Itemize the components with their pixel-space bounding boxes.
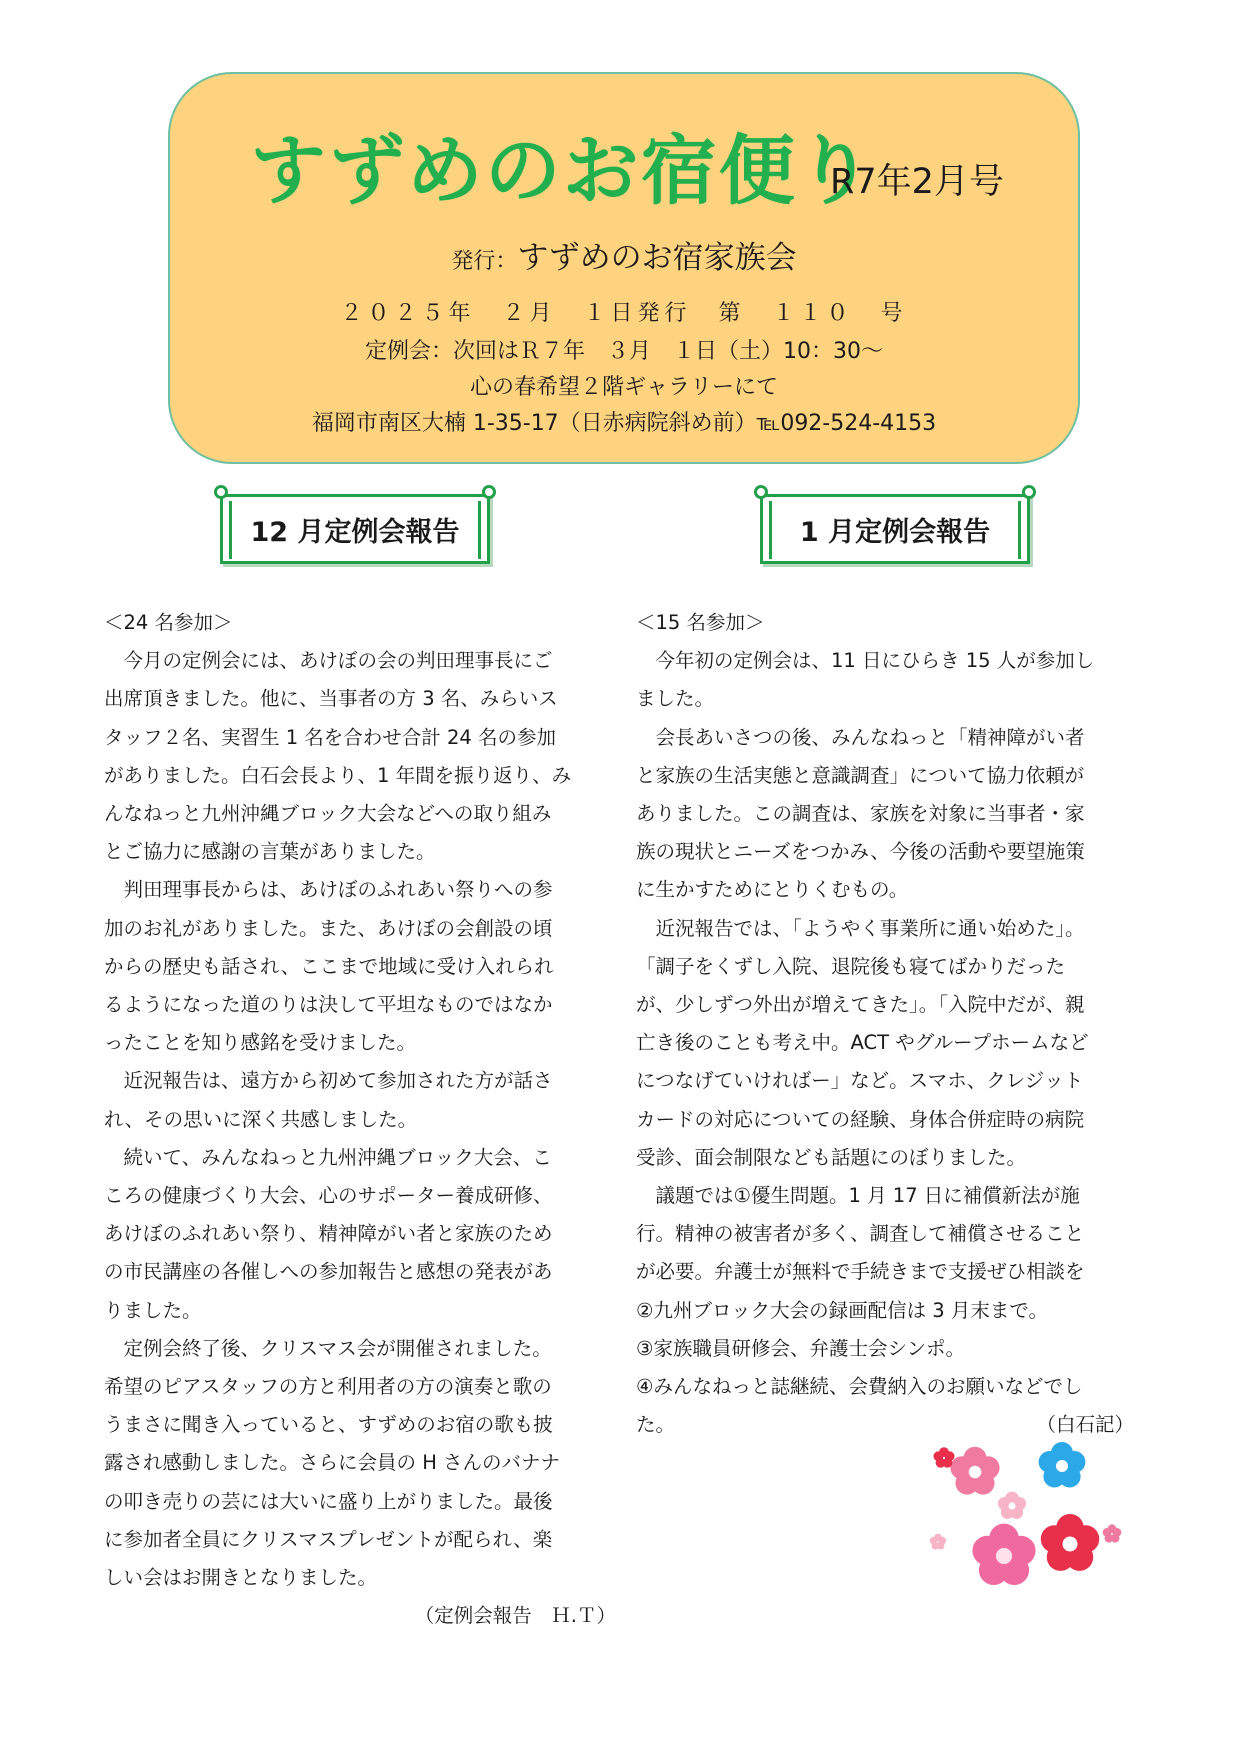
text-line: ④みんなねっと誌継続、会費納入のお願いなどでし xyxy=(636,1375,1083,1399)
bud-icon xyxy=(1103,1524,1122,1542)
text-line: 近況報告は、遠方から初めて参加された方が話さ xyxy=(104,1069,553,1093)
address-line: 福岡市南区大楠 1-35-17（日赤病院斜め前）℡092-524-4153 xyxy=(311,411,937,436)
text-line: 会長あいさつの後、みんなねっと「精神障がい者 xyxy=(636,725,1085,749)
text-line: と家族の生活実態と意識調査」について協力依頼が xyxy=(636,763,1085,787)
small-red-blossom-icon xyxy=(933,1447,954,1467)
pale-blossom-icon xyxy=(998,1492,1026,1519)
text-line: タッフ２名、実習生 1 名を合わせ合計 24 名の参加 xyxy=(104,725,557,749)
bud-icon xyxy=(930,1534,946,1550)
report-signature: （定例会報告 Ｈ.Ｔ） xyxy=(414,1604,616,1628)
text-line: ③家族職員研修会、弁護士会シンポ。 xyxy=(636,1336,965,1360)
text-line: 今月の定例会には、あけぼの会の判田理事長にご xyxy=(104,649,553,673)
text-line: 議題では①優生問題。1 月 17 日に補償新法が施 xyxy=(636,1184,1080,1208)
text-line: あけぼのふれあい祭り、精神障がい者と家族のため xyxy=(104,1222,553,1246)
january-report-column xyxy=(636,604,1148,1444)
text-line: の市民講座の各催しへの参加報告と感想の発表があ xyxy=(104,1260,553,1284)
section-heading-december xyxy=(220,494,490,564)
text-line: ＜15 名参加＞ xyxy=(636,611,765,634)
text-line: がありました。白石会長より、1 年間を振り返り、み xyxy=(104,763,572,787)
text-line: 今年初の定例会は、11 日にひらき 15 人が参加し xyxy=(636,649,1095,673)
text-line: た。 xyxy=(636,1413,676,1437)
section-heading-january xyxy=(760,494,1030,564)
text-line: 出席頂きました。他に、当事者の方 3 名、みらいス xyxy=(104,687,558,711)
text-line: からの歴史も話され、ここまで地域に受け入れられ xyxy=(104,954,554,978)
text-line: ＜24 名参加＞ xyxy=(104,611,233,634)
text-line: ②九州ブロック大会の録画配信は 3 月末まで。 xyxy=(636,1298,1049,1322)
text-line: 定例会終了後、クリスマス会が開催されました。 xyxy=(104,1336,552,1360)
text-line: 「調子をくずし入院、退院後も寝てばかりだった xyxy=(636,954,1066,978)
text-line: 行。精神の被害者が多く、調査して補償させること xyxy=(636,1222,1085,1246)
section-heading-label: 12 月定例会報告 xyxy=(250,516,460,548)
text-line: の叩き売りの芸には大いに盛り上がりました。最後 xyxy=(104,1489,553,1513)
venue-line: 心の春希望２階ギャラリーにて xyxy=(469,375,778,400)
text-line: が、少しずつ外出が増えてきた」。「入院中だが、親 xyxy=(636,993,1085,1017)
text-line: ました。 xyxy=(636,687,715,711)
text-line: 近況報告では、「ようやく事業所に通い始めた」。 xyxy=(636,916,1085,940)
text-line: りました。 xyxy=(104,1298,202,1322)
text-line: 希望のピアスタッフの方と利用者の方の演奏と歌の xyxy=(104,1375,552,1399)
december-report-column xyxy=(104,604,616,1635)
magenta-blossom-icon xyxy=(972,1524,1035,1585)
publisher-prefix: 発行： xyxy=(451,249,518,274)
publisher-name: すずめのお宿家族会 xyxy=(517,240,797,276)
red-blossom-icon xyxy=(1041,1514,1100,1571)
text-line: るようになった道のりは決して平坦なものではなか xyxy=(104,993,553,1017)
text-line: が必要。弁護士が無料で手続きまで支援ぜひ相談を xyxy=(636,1260,1085,1284)
publisher-line xyxy=(170,232,1078,277)
text-line: ありました。この調査は、家族を対象に当事者・家 xyxy=(636,802,1085,826)
text-line: うまさに聞き入っていると、すずめのお宿の歌も披 xyxy=(104,1413,553,1437)
issue-label: R7年2月号 xyxy=(830,162,1004,202)
pink-blossom-icon xyxy=(950,1447,999,1495)
text-line: 亡き後のことも考え中。ACT やグループホームなど xyxy=(636,1031,1089,1055)
next-meeting-line: 定例会：次回はＲ７年 ３月 １日（土）10：30～ xyxy=(365,339,883,364)
text-line: 続いて、みんなねっと九州沖縄ブロック大会、こ xyxy=(104,1145,552,1169)
text-line: れ、その思いに深く共感しました。 xyxy=(104,1107,418,1131)
text-line: 判田理事長からは、あけぼのふれあい祭りへの参 xyxy=(104,878,553,902)
header-banner xyxy=(168,72,1080,464)
text-line: 加のお礼がありました。また、あけぼの会創設の頃 xyxy=(104,916,553,940)
text-line: に生かすためにとりくむもの。 xyxy=(636,878,909,902)
blue-blossom-icon xyxy=(1039,1442,1086,1488)
report-signature: （白石記） xyxy=(1036,1413,1134,1437)
text-line: につなげていければー」など。スマホ、クレジット xyxy=(636,1069,1084,1093)
text-line: ったことを知り感銘を受けました。 xyxy=(104,1031,417,1055)
text-line: んなねっと九州沖縄ブロック大会などへの取り組み xyxy=(104,802,552,826)
text-line: 受診、面会制限なども話題にのぼりました。 xyxy=(636,1145,1027,1169)
text-line: しい会はお開きとなりました。 xyxy=(104,1566,378,1590)
newsletter-title: すずめのお宿便り xyxy=(250,126,875,215)
plum-blossom-illustration xyxy=(930,1436,1130,1611)
text-line: に参加者全員にクリスマスプレゼントが配られ、楽 xyxy=(104,1527,553,1551)
text-line: 族の現状とニーズをつかみ、今後の活動や要望施策 xyxy=(636,840,1085,864)
text-line: 露され感動しました。さらに会員の H さんのバナナ xyxy=(104,1451,561,1475)
text-line: カードの対応についての経験、身体合併症時の病院 xyxy=(636,1107,1085,1131)
text-line: とご協力に感謝の言葉がありました。 xyxy=(104,840,436,864)
text-line: ころの健康づくり大会、心のサポーター養成研修、 xyxy=(104,1184,553,1208)
issue-date-line: ２０２５年 ２月 １日発行 第 １１０ 号 xyxy=(340,301,908,326)
section-heading-label: 1 月定例会報告 xyxy=(799,516,991,548)
